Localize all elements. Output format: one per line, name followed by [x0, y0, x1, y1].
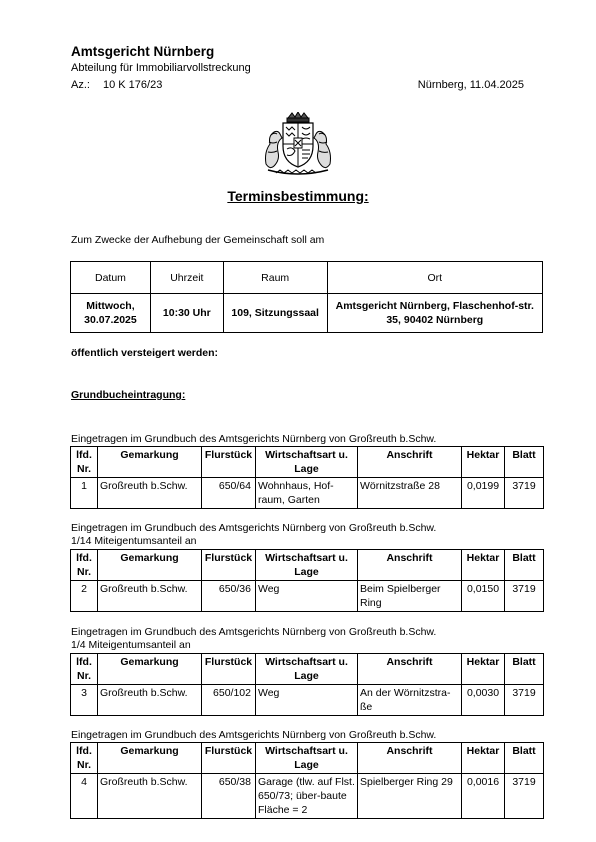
cell-anschrift: Beim Spielberger Ring [358, 581, 462, 612]
col-header-room: Raum [223, 262, 327, 294]
appointment-date: Mittwoch, 30.07.2025 [71, 294, 151, 333]
col-header-flurstueck: Flurstück [202, 654, 256, 685]
col-header-gemarkung: Gemarkung [98, 654, 202, 685]
appointment-table [70, 261, 543, 333]
col-header-date: Datum [71, 262, 151, 294]
table-header-row [71, 743, 544, 774]
col-header-anschrift: Anschrift [358, 743, 462, 774]
cell-nr: 2 [71, 581, 98, 612]
col-header-blatt: Blatt [505, 550, 544, 581]
col-header-blatt: Blatt [505, 743, 544, 774]
land-register-table [70, 742, 544, 819]
cell-lage: Weg [256, 685, 358, 716]
place-date: Nürnberg, 11.04.2025 [417, 79, 524, 91]
auction-text: öffentlich versteigert werden: [71, 347, 219, 359]
col-header-anschrift: Anschrift [358, 447, 462, 478]
table-header-row [71, 654, 544, 685]
file-number: 10 K 176/23 [103, 79, 163, 91]
col-header-blatt: Blatt [505, 654, 544, 685]
cell-flurstueck: 650/36 [202, 581, 256, 612]
entry-label-line: Eingetragen im Grundbuch des Amtsgerichts Nürnberg von Großreuth b.Schw. [71, 433, 437, 445]
col-header-lage: Wirtschaftsart u. Lage [256, 654, 358, 685]
cell-blatt: 3719 [505, 581, 544, 612]
col-header-gemarkung: Gemarkung [98, 447, 202, 478]
cell-flurstueck: 650/38 [202, 774, 256, 819]
col-header-hektar: Hektar [462, 654, 505, 685]
col-header-flurstueck: Flurstück [202, 447, 256, 478]
col-header-nr: lfd. Nr. [71, 447, 98, 478]
entry-label [71, 522, 436, 548]
cell-gemarkung: Großreuth b.Schw. [98, 478, 202, 509]
col-header-gemarkung: Gemarkung [98, 550, 202, 581]
cell-anschrift: Wörnitzstraße 28 [358, 478, 462, 509]
cell-flurstueck: 650/102 [202, 685, 256, 716]
land-register-table [70, 446, 544, 509]
cell-blatt: 3719 [505, 478, 544, 509]
land-register-heading: Grundbucheintragung: [71, 389, 186, 401]
cell-hektar: 0,0030 [462, 685, 505, 716]
cell-blatt: 3719 [505, 685, 544, 716]
court-name: Amtsgericht Nürnberg [71, 44, 215, 59]
cell-anschrift: An der Wörnitzstra-ße [358, 685, 462, 716]
bavarian-coat-of-arms-icon [262, 112, 334, 178]
entry-label-line: 1/14 Miteigentumsanteil an [71, 535, 197, 547]
cell-hektar: 0,0016 [462, 774, 505, 819]
table-row [71, 478, 544, 509]
file-number-label: Az.: [71, 79, 90, 91]
col-header-nr: lfd. Nr. [71, 550, 98, 581]
entry-label-line: Eingetragen im Grundbuch des Amtsgerichts Nürnberg von Großreuth b.Schw. [71, 522, 437, 534]
col-header-lage: Wirtschaftsart u. Lage [256, 447, 358, 478]
land-register-table [70, 549, 544, 612]
appointment-time: 10:30 Uhr [150, 294, 223, 333]
appointment-header-row [71, 262, 543, 294]
col-header-time: Uhrzeit [150, 262, 223, 294]
department-name: Abteilung für Immobiliarvollstreckung [71, 62, 251, 74]
col-header-anschrift: Anschrift [358, 550, 462, 581]
cell-nr: 3 [71, 685, 98, 716]
appointment-place: Amtsgericht Nürnberg, Flaschenhof-str. 35, 90402 Nürnberg [327, 294, 542, 333]
cell-gemarkung: Großreuth b.Schw. [98, 685, 202, 716]
cell-hektar: 0,0199 [462, 478, 505, 509]
table-row [71, 774, 544, 819]
cell-lage: Weg [256, 581, 358, 612]
cell-lage: Garage (tlw. auf Flst. 650/73; über-baute Fläche = 2 [256, 774, 358, 819]
col-header-gemarkung: Gemarkung [98, 743, 202, 774]
col-header-hektar: Hektar [462, 743, 505, 774]
land-register-table [70, 653, 544, 716]
col-header-flurstueck: Flurstück [202, 550, 256, 581]
table-row [71, 685, 544, 716]
col-header-hektar: Hektar [462, 447, 505, 478]
cell-gemarkung: Großreuth b.Schw. [98, 774, 202, 819]
cell-anschrift: Spielberger Ring 29 [358, 774, 462, 819]
col-header-lage: Wirtschaftsart u. Lage [256, 550, 358, 581]
cell-hektar: 0,0150 [462, 581, 505, 612]
col-header-flurstueck: Flurstück [202, 743, 256, 774]
table-header-row [71, 550, 544, 581]
col-header-anschrift: Anschrift [358, 654, 462, 685]
cell-lage: Wohnhaus, Hof-raum, Garten [256, 478, 358, 509]
table-row [71, 581, 544, 612]
page-title: Terminsbestimmung: [227, 188, 369, 204]
intro-text: Zum Zwecke der Aufhebung der Gemeinschaft soll am [71, 234, 325, 246]
col-header-nr: lfd. Nr. [71, 654, 98, 685]
cell-flurstueck: 650/64 [202, 478, 256, 509]
entry-label-line: Eingetragen im Grundbuch des Amtsgerichts Nürnberg von Großreuth b.Schw. [71, 626, 437, 638]
col-header-place: Ort [327, 262, 542, 294]
entry-label-line: 1/4 Miteigentumsanteil an [71, 639, 191, 651]
cell-gemarkung: Großreuth b.Schw. [98, 581, 202, 612]
cell-blatt: 3719 [505, 774, 544, 819]
appointment-room: 109, Sitzungssaal [223, 294, 327, 333]
cell-nr: 4 [71, 774, 98, 819]
col-header-lage: Wirtschaftsart u. Lage [256, 743, 358, 774]
col-header-hektar: Hektar [462, 550, 505, 581]
table-header-row [71, 447, 544, 478]
entry-label [71, 626, 436, 652]
appointment-row [71, 294, 543, 333]
entry-label-line: Eingetragen im Grundbuch des Amtsgerichts Nürnberg von Großreuth b.Schw. [71, 729, 437, 741]
cell-nr: 1 [71, 478, 98, 509]
entry-label [71, 433, 436, 446]
entry-label [71, 729, 436, 742]
col-header-blatt: Blatt [505, 447, 544, 478]
col-header-nr: lfd. Nr. [71, 743, 98, 774]
